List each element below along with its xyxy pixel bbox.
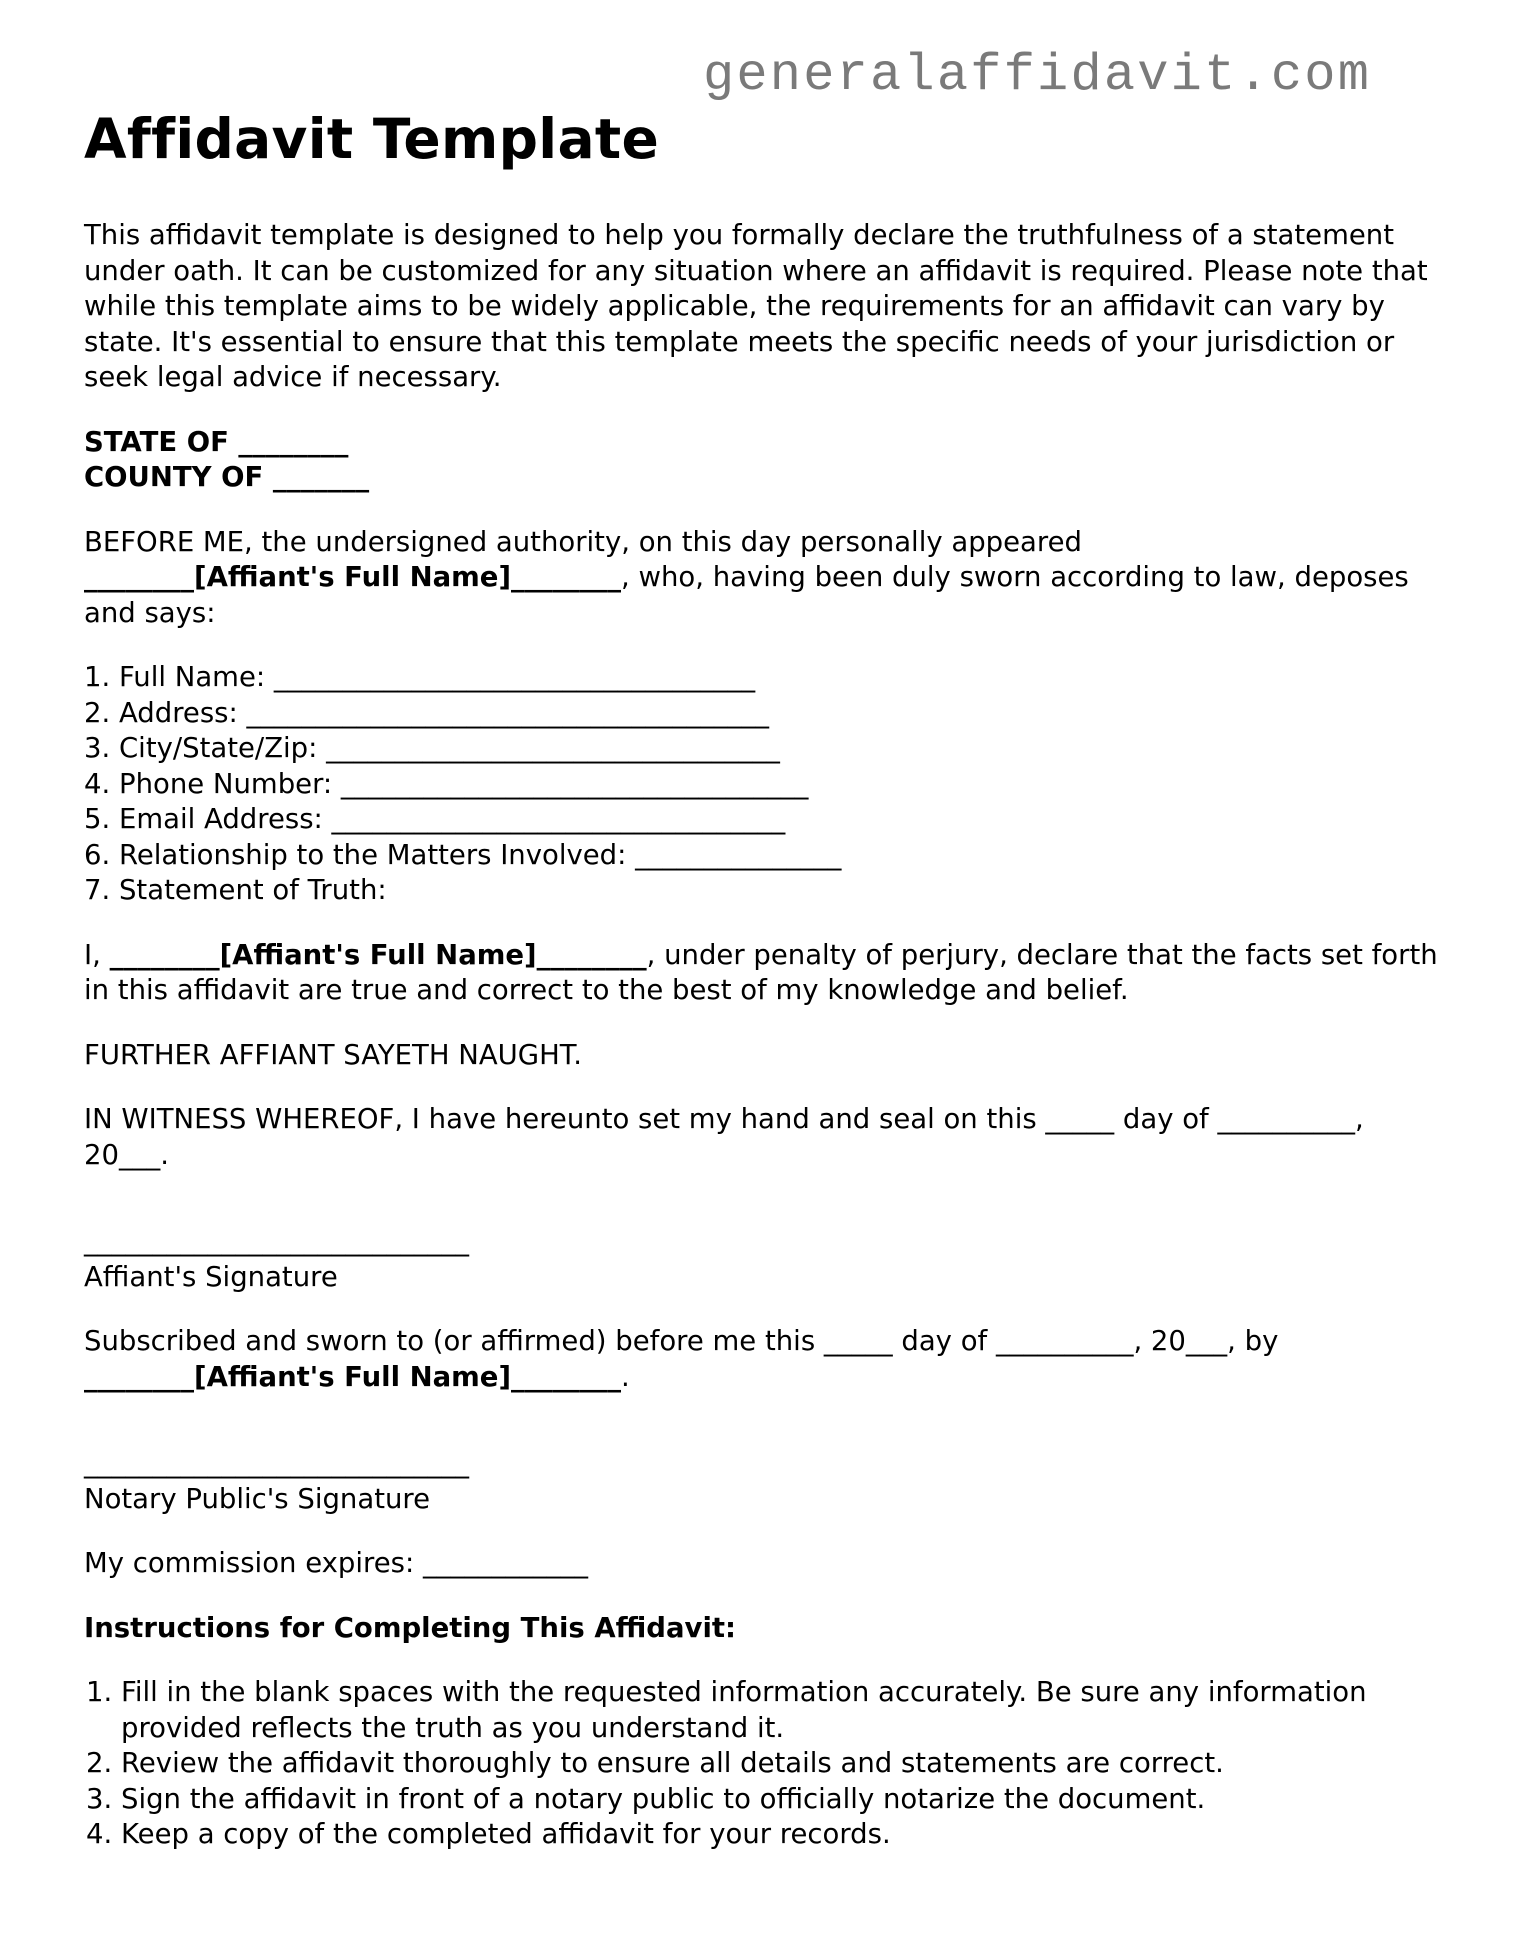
instructions-list	[84, 1675, 1444, 1853]
instruction-item: 4. Keep a copy of the completed affidavit for your records.	[121, 1817, 1444, 1853]
subscribed-paragraph	[84, 1324, 1444, 1395]
before-me-intro: BEFORE ME, the undersigned authority, on this day personally appeared	[84, 525, 1082, 558]
affiant-fields-list	[84, 660, 1444, 909]
witness-paragraph: IN WITNESS WHEREOF, I have hereunto set my hand and seal on this _____ day of __________, 20___.	[84, 1103, 1364, 1171]
notary-signature-line: ____________________________	[84, 1447, 469, 1479]
page-title: Affidavit Template	[84, 107, 660, 171]
subscribed-text: Subscribed and sworn to (or affirmed) before me this _____ day of __________, 20___, by	[84, 1325, 1279, 1357]
state-of-field: STATE OF ________	[84, 425, 349, 458]
field-full-name: 1. Full Name: ___________________________________	[84, 661, 756, 693]
affiant-signature-block	[84, 1224, 1444, 1295]
further-affiant-line: FURTHER AFFIANT SAYETH NAUGHT.	[84, 1038, 583, 1071]
affiant-name-placeholder: ________[Affiant's Full Name]________	[84, 1360, 622, 1393]
field-email-address: 5. Email Address: _________________________________	[84, 803, 786, 835]
instruction-item: 3. Sign the affidavit in front of a notary public to officially notarize the document.	[121, 1782, 1444, 1818]
field-statement-of-truth: 7. Statement of Truth:	[84, 874, 387, 906]
before-me-paragraph	[84, 525, 1444, 632]
intro-paragraph: This affidavit template is designed to help you formally declare the truthfulness of a statement under oath. It can be customized for any situation where an affidavit is required. Please note that while this template aims to be widely applicable, the requirements for an affidavit can vary by state. It's essential to ensure that this template meets the specific needs of your jurisdiction or seek legal advice if necessary.	[84, 219, 1428, 393]
notary-signature-block	[84, 1446, 1444, 1517]
before-me-rest: , who, having been duly sworn according to law, deposes and says:	[84, 561, 1409, 629]
affiant-name-placeholder: ________[Affiant's Full Name]________	[109, 938, 647, 971]
instruction-item: 2. Review the affidavit thoroughly to ensure all details and statements are correct.	[121, 1746, 1444, 1782]
affiant-name-placeholder: ________[Affiant's Full Name]________	[84, 561, 622, 593]
subscribed-end: .	[621, 1360, 630, 1393]
jurisdiction-block	[84, 425, 1444, 496]
declaration-prefix: I,	[84, 938, 110, 971]
instruction-item: 1. Fill in the blank spaces with the requested information accurately. Be sure any information provided reflects the truth as you understand it.	[121, 1675, 1444, 1746]
affidavit-document	[84, 106, 1444, 1853]
affiant-signature-line: ____________________________	[84, 1225, 469, 1257]
commission-expires-line: My commission expires: ____________	[84, 1547, 588, 1579]
field-address: 2. Address: ______________________________________	[84, 696, 770, 729]
county-of-field: COUNTY OF _______	[84, 461, 370, 493]
declaration-paragraph	[84, 938, 1444, 1009]
field-city-state-zip: 3. City/State/Zip: _________________________________	[84, 732, 780, 764]
field-relationship: 6. Relationship to the Matters Involved: _______________	[84, 838, 842, 871]
field-phone-number: 4. Phone Number: __________________________________	[84, 767, 809, 800]
notary-signature-label: Notary Public's Signature	[84, 1482, 431, 1515]
site-watermark: generalaffidavit.com	[703, 46, 1372, 105]
affiant-signature-label: Affiant's Signature	[84, 1260, 338, 1293]
declaration-rest: , under penalty of perjury, declare that the facts set forth in this affidavit are true and correct to the best of my knowledge and belief.	[84, 938, 1438, 1006]
instructions-heading: Instructions for Completing This Affidavit:	[84, 1611, 737, 1644]
